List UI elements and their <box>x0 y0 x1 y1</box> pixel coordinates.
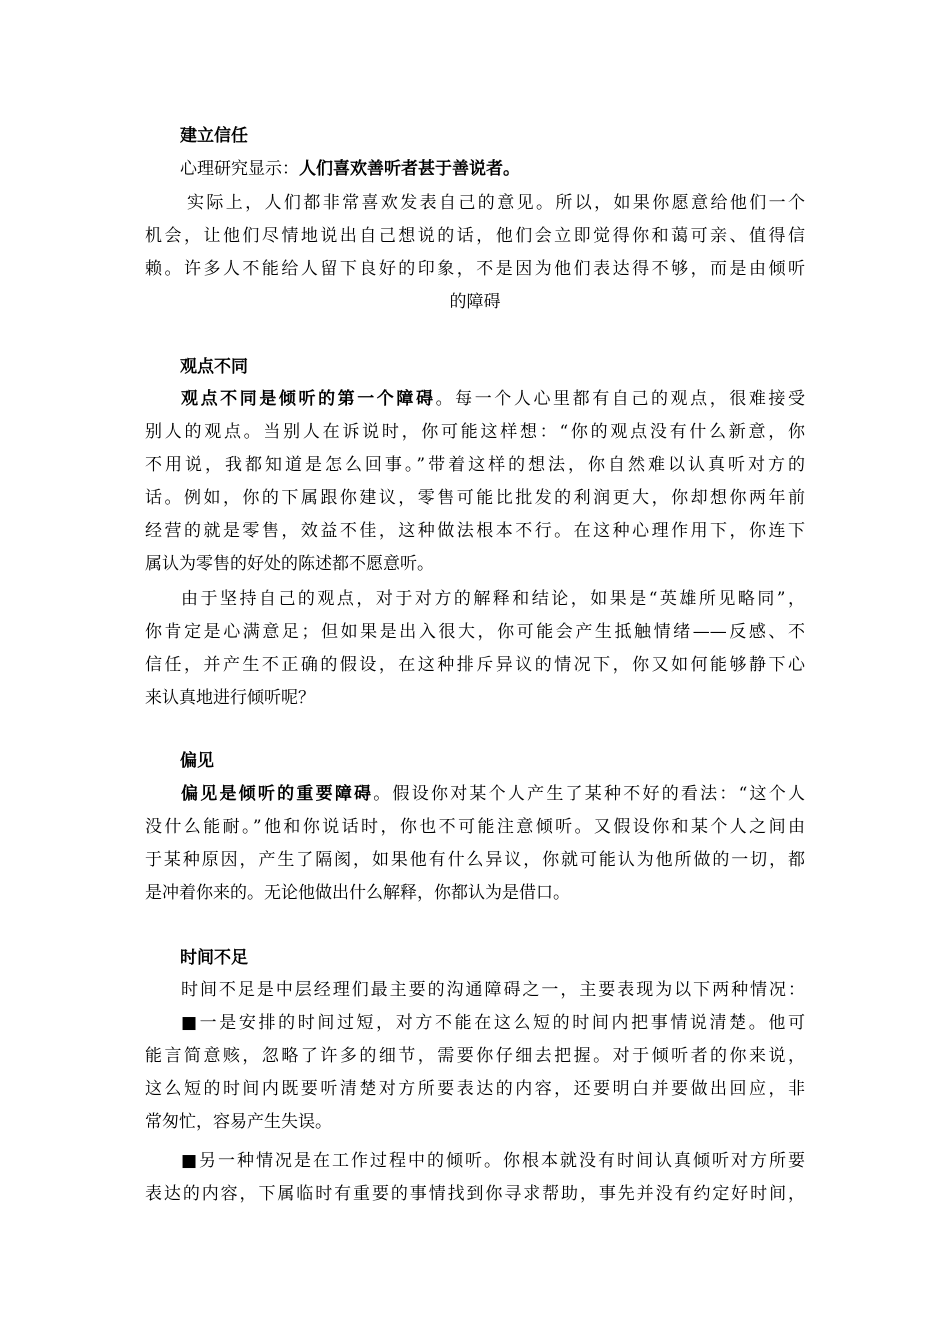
section-heading-viewpoint: 观点不同 <box>180 357 248 377</box>
paragraph-line: 是冲着你来的。无论他做出什么解释，你都认为是借口。 <box>145 883 570 903</box>
section-intro <box>180 157 520 181</box>
paragraph-line: 经营的就是零售，效益不佳，这种做法根本不行。在这种心理作用下，你连下 <box>145 521 805 541</box>
paragraph-line: 实际上，人们都非常喜欢发表自己的意见。所以，如果你愿意给他们一个 <box>187 193 805 213</box>
paragraph-line: 能言简意赅，忽略了许多的细节，需要你仔细去把握。对于倾听者的你来说， <box>145 1046 805 1066</box>
paragraph-line: 没什么能耐。”他和你说话时，你也不可能注意倾听。又假设你和某个人之间由 <box>145 817 805 837</box>
section-heading-time: 时间不足 <box>180 948 248 968</box>
section-heading-bias: 偏见 <box>180 751 214 771</box>
paragraph-line: 赖。许多人不能给人留下良好的印象，不是因为他们表达得不够，而是由倾听 <box>145 259 805 279</box>
paragraph-line: 常匆忙，容易产生失误。 <box>145 1112 332 1132</box>
paragraph-line: 机会，让他们尽情地说出自己想说的话，他们会立即觉得你和蔼可亲、值得信 <box>145 226 805 246</box>
bullet-line: ■一是安排的时间过短，对方不能在这么短的时间内把事情说清楚。他可 <box>181 1013 805 1033</box>
paragraph-line: 表达的内容，下属临时有重要的事情找到你寻求帮助，事先并没有约定好时间， <box>145 1184 805 1204</box>
paragraph-time <box>145 974 805 1211</box>
paragraph-viewpoint <box>145 383 805 715</box>
paragraph-line: 你肯定是心满意足；但如果是出入很大，你可能会产生抵触情绪——反感、不 <box>145 622 805 642</box>
paragraph-line: 时间不足是中层经理们最主要的沟通障碍之一，主要表现为以下两种情况： <box>181 980 805 1000</box>
paragraph-line: 的障碍 <box>449 292 501 312</box>
paragraph-line: 由于坚持自己的观点，对于对方的解释和结论，如果是“英雄所见略同”， <box>181 589 805 609</box>
lead-rest: 。假设你对某个人产生了某种不好的看法：“这个人 <box>373 784 805 804</box>
section-heading-trust: 建立信任 <box>180 126 248 146</box>
paragraph-line: 话。例如，你的下属跟你建议，零售可能比批发的利润更大，你却想你两年前 <box>145 488 805 508</box>
intro-prefix: 心理研究显示： <box>180 159 299 179</box>
paragraph-trust <box>145 187 805 319</box>
paragraph-line: 属认为零售的好处的陈述都不愿意听。 <box>145 554 434 574</box>
lead-bold: 偏见是倾听的重要障碍 <box>181 784 374 804</box>
paragraph-line: 不用说，我都知道是怎么回事。”带着这样的想法，你自然难以认真听对方的 <box>145 455 805 475</box>
paragraph-lead <box>145 383 805 416</box>
intro-bold: 人们喜欢善听者甚于善说者。 <box>299 159 520 179</box>
paragraph-bias <box>145 778 805 910</box>
bullet-line: ■另一种情况是在工作过程中的倾听。你根本就没有时间认真倾听对方所要 <box>181 1151 805 1171</box>
paragraph-line: 信任，并产生不正确的假设，在这种排斥异议的情况下，你又如何能够静下心 <box>145 655 805 675</box>
paragraph-line: 来认真地进行倾听呢？ <box>145 688 315 708</box>
lead-bold: 观点不同是倾听的第一个障碍 <box>181 389 436 409</box>
paragraph-line: 别人的观点。当别人在诉说时，你可能这样想：“你的观点没有什么新意，你 <box>145 422 805 442</box>
paragraph-line: 这么短的时间内既要听清楚对方所要表达的内容，还要明白并要做出回应，非 <box>145 1079 805 1099</box>
lead-rest: 。每一个人心里都有自己的观点，很难接受 <box>435 389 806 409</box>
paragraph-lead <box>145 778 805 811</box>
paragraph-line: 于某种原因，产生了隔阂，如果他有什么异议，你就可能认为他所做的一切，都 <box>145 850 805 870</box>
